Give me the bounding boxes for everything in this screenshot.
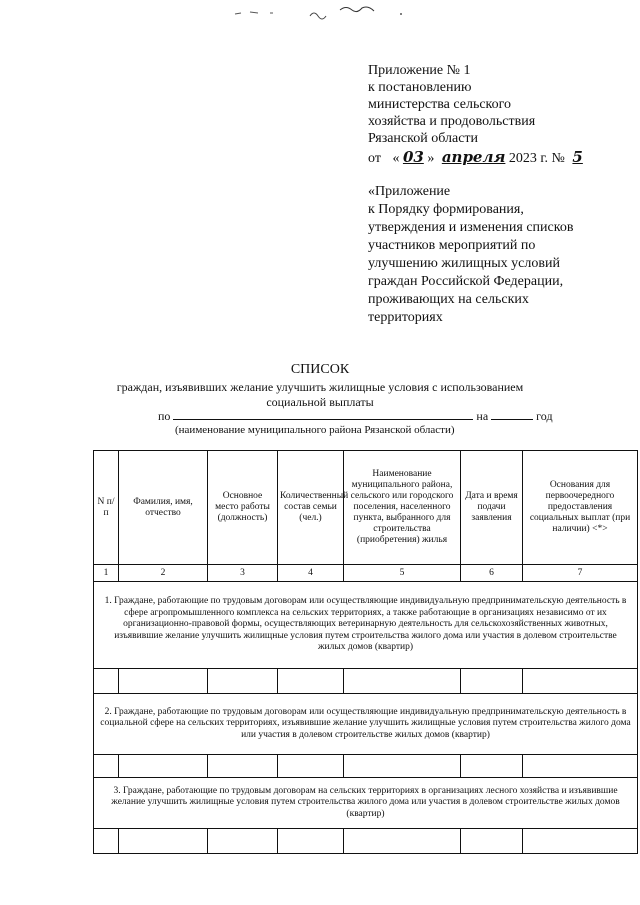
date-close-quote: » xyxy=(427,151,435,166)
table-cell xyxy=(344,829,461,854)
handwritten-day: 03 xyxy=(402,148,424,166)
table-cell xyxy=(119,755,208,778)
table-cell xyxy=(523,669,638,694)
col-header-workplace: Основное место работы (должность) xyxy=(208,451,278,565)
list-subtitle-line-1: граждан, изъявивших желание улучшить жилищные условия с использованием xyxy=(116,380,524,394)
year-blank xyxy=(491,409,533,420)
table-header-row xyxy=(94,451,638,565)
table-cell xyxy=(94,755,119,778)
table-cell xyxy=(119,669,208,694)
section-row xyxy=(94,778,638,829)
quote-line: территориях xyxy=(368,310,443,325)
po-label: по xyxy=(158,409,171,423)
column-number: 4 xyxy=(278,565,344,582)
handwritten-number: 5 xyxy=(572,148,583,166)
table-cell xyxy=(208,669,278,694)
column-number: 3 xyxy=(208,565,278,582)
god-label: год xyxy=(536,409,553,423)
table-cell xyxy=(461,669,523,694)
table-cell xyxy=(94,829,119,854)
table-cell xyxy=(208,755,278,778)
quote-line: граждан Российской Федерации, xyxy=(368,274,564,289)
list-heading: СПИСОК xyxy=(290,362,350,377)
table-cell xyxy=(523,755,638,778)
table-cell xyxy=(208,829,278,854)
date-prefix: от xyxy=(368,151,381,166)
col-header-grounds: Основания для первоочередного предоставления социальных выплат (при наличии) <*> xyxy=(523,451,638,565)
table-cell xyxy=(278,829,344,854)
appendix-line-2: к постановлению xyxy=(368,80,472,95)
section-row xyxy=(94,582,638,669)
table-row xyxy=(94,669,638,694)
col-header-date: Дата и время подачи заявления xyxy=(461,451,523,565)
district-blank xyxy=(173,409,473,420)
list-subtitle-line-2: социальной выплаты xyxy=(266,395,374,409)
section-1-text: 1. Граждане, работающие по трудовым договорам или осуществляющие индивидуальную предпринимательскую деятельность в сфере агропромышленного комплекса на сельских территориях, а также работающие в организациях независимо от их организационно-правовой формы, осуществляющих ветеринарную деятельность для сельскохозяйственных животных, изъявившие желание улучшить жилищные условия путем строительства жилого дома или участия в долевом строительстве жилых домов (квартир) xyxy=(94,582,638,669)
table-cell xyxy=(94,669,119,694)
table-cell xyxy=(461,829,523,854)
column-number-row xyxy=(94,565,638,582)
scribble-mark xyxy=(230,2,430,26)
column-number: 7 xyxy=(523,565,638,582)
date-year: 2023 г. № xyxy=(508,151,565,166)
handwritten-month: апреля xyxy=(441,148,506,166)
quote-line: утверждения и изменения списков xyxy=(368,220,574,235)
table-cell xyxy=(344,669,461,694)
appendix-date-line xyxy=(368,149,583,167)
column-number: 6 xyxy=(461,565,523,582)
quote-line: участников мероприятий по xyxy=(368,238,536,253)
na-label: на xyxy=(476,409,489,423)
section-2-text: 2. Граждане, работающие по трудовым договорам или осуществляющие индивидуальную предпринимательскую деятельность в социальной сфере на сельских территориях, изъявившие желание улучшить жилищные условия путем строительства жилого дома или участия в долевом строительстве жилых домов (квартир) xyxy=(94,694,638,755)
col-header-family: Количественный состав семьи (чел.) xyxy=(278,451,344,565)
quote-block xyxy=(368,183,573,327)
section-row xyxy=(94,694,638,755)
district-line xyxy=(158,409,553,424)
col-header-name: Фамилия, имя, отчество xyxy=(119,451,208,565)
column-number: 2 xyxy=(119,565,208,582)
table-row xyxy=(94,829,638,854)
appendix-header xyxy=(368,62,583,167)
table-cell xyxy=(278,669,344,694)
quote-line: «Приложение xyxy=(368,184,451,199)
quote-line: проживающих на сельских xyxy=(368,292,529,307)
appendix-line-1: Приложение № 1 xyxy=(368,63,471,78)
table-cell xyxy=(119,829,208,854)
column-number: 1 xyxy=(94,565,119,582)
appendix-line-4: хозяйства и продовольствия xyxy=(368,114,536,129)
district-caption: (наименование муниципального района Рязанской области) xyxy=(175,424,455,436)
participants-table xyxy=(93,450,638,854)
quote-line: улучшению жилищных условий xyxy=(368,256,560,271)
table-cell xyxy=(523,829,638,854)
appendix-line-5: Рязанской области xyxy=(368,131,479,146)
table-cell xyxy=(344,755,461,778)
table-cell xyxy=(278,755,344,778)
quote-line: к Порядку формирования, xyxy=(368,202,524,217)
column-number: 5 xyxy=(344,565,461,582)
col-header-number: N п/п xyxy=(94,451,119,565)
appendix-line-3: министерства сельского xyxy=(368,97,512,112)
table-row xyxy=(94,755,638,778)
section-3-text: 3. Граждане, работающие по трудовым договорам на сельских территориях в организациях лесного хозяйства и изъявившие желание улучшить жилищные условия путем строительства жилого дома или участия в долевом строительстве жилых домов (квартир) xyxy=(94,778,638,829)
table-cell xyxy=(461,755,523,778)
col-header-location: Наименование муниципального района, сельского или городского поселения, населенного пункта, выбранного для строительства (приобретения) жилья xyxy=(344,451,461,565)
date-open-quote: « xyxy=(392,151,400,166)
